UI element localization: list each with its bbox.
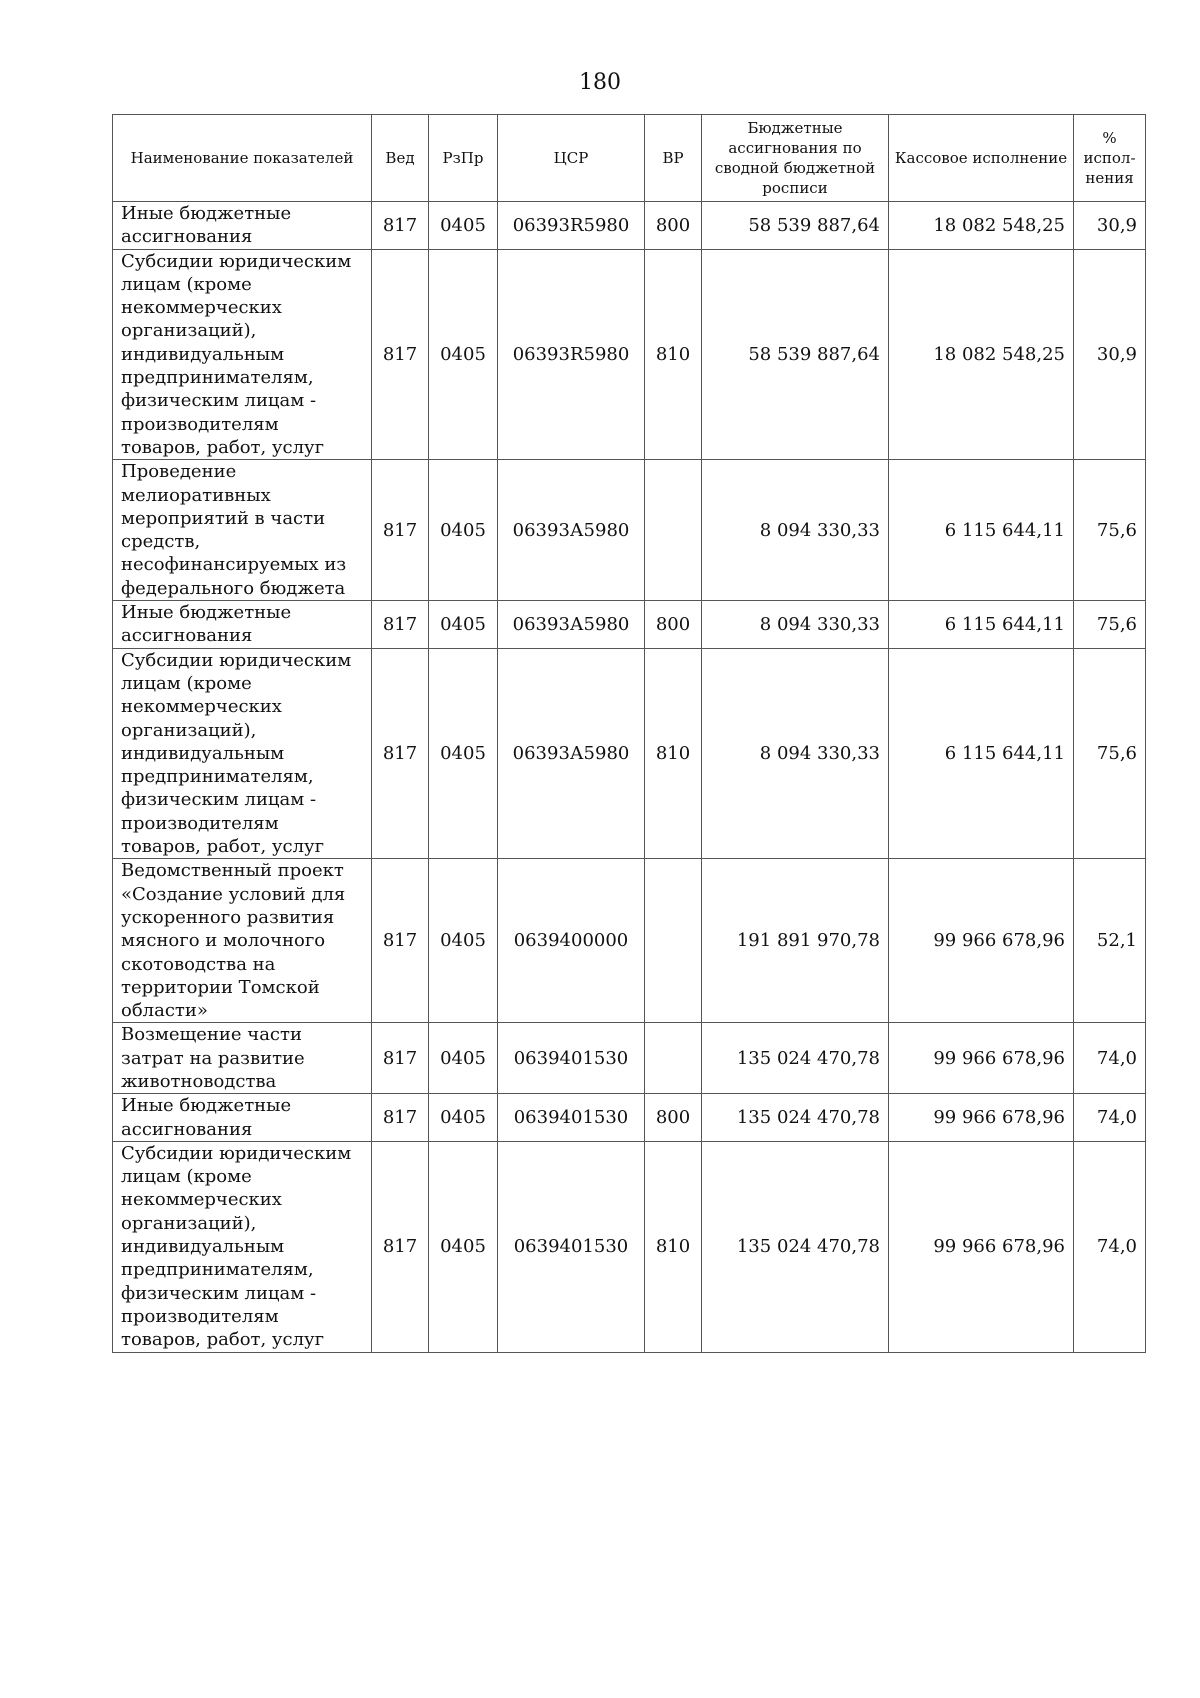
cell-name: Ведомственный проект «Создание условий для ускоренного развития мясного и молочного скотоводства на территории Томской области» <box>113 859 372 1023</box>
cell-budget: 135 024 470,78 <box>702 1141 889 1352</box>
cell-budget: 8 094 330,33 <box>702 601 889 649</box>
cell-name: Проведение мелиоративных мероприятий в части средств, несофинансируемых из федерального бюджета <box>113 460 372 601</box>
cell-rzpr: 0405 <box>429 1094 498 1142</box>
col-header-csr: ЦСР <box>498 115 645 202</box>
cell-csr: 06393R5980 <box>498 202 645 250</box>
cell-ved: 817 <box>372 249 429 460</box>
cell-pct: 52,1 <box>1074 859 1146 1023</box>
cell-name: Иные бюджетные ассигнования <box>113 202 372 250</box>
budget-table <box>112 114 1146 1353</box>
table-row <box>113 460 1146 601</box>
cell-vr: 810 <box>645 648 702 859</box>
table-header-row <box>113 115 1146 202</box>
table-row <box>113 202 1146 250</box>
table-row <box>113 1094 1146 1142</box>
cell-vr: 810 <box>645 249 702 460</box>
cell-cash: 18 082 548,25 <box>889 202 1074 250</box>
cell-ved: 817 <box>372 1094 429 1142</box>
cell-pct: 74,0 <box>1074 1094 1146 1142</box>
cell-name: Субсидии юридическим лицам (кроме некоммерческих организаций), индивидуальным предпринимателям, физическим лицам - производителям товаров, работ, услуг <box>113 249 372 460</box>
cell-vr: 800 <box>645 1094 702 1142</box>
cell-rzpr: 0405 <box>429 859 498 1023</box>
cell-vr: 800 <box>645 202 702 250</box>
cell-budget: 135 024 470,78 <box>702 1023 889 1094</box>
cell-csr: 06393А5980 <box>498 648 645 859</box>
cell-csr: 06393А5980 <box>498 601 645 649</box>
cell-vr <box>645 859 702 1023</box>
cell-pct: 74,0 <box>1074 1141 1146 1352</box>
cell-pct: 75,6 <box>1074 601 1146 649</box>
cell-rzpr: 0405 <box>429 249 498 460</box>
cell-name: Иные бюджетные ассигнования <box>113 601 372 649</box>
cell-vr <box>645 460 702 601</box>
cell-budget: 58 539 887,64 <box>702 202 889 250</box>
cell-name: Иные бюджетные ассигнования <box>113 1094 372 1142</box>
cell-ved: 817 <box>372 460 429 601</box>
cell-name: Субсидии юридическим лицам (кроме некоммерческих организаций), индивидуальным предпринимателям, физическим лицам - производителям товаров, работ, услуг <box>113 1141 372 1352</box>
table-row <box>113 601 1146 649</box>
cell-cash: 6 115 644,11 <box>889 648 1074 859</box>
cell-cash: 99 966 678,96 <box>889 1094 1074 1142</box>
cell-budget: 8 094 330,33 <box>702 648 889 859</box>
cell-pct: 75,6 <box>1074 648 1146 859</box>
cell-name: Возмещение части затрат на развитие животноводства <box>113 1023 372 1094</box>
table-row <box>113 648 1146 859</box>
cell-rzpr: 0405 <box>429 1023 498 1094</box>
table-row <box>113 859 1146 1023</box>
col-header-ved: Вед <box>372 115 429 202</box>
cell-cash: 99 966 678,96 <box>889 1023 1074 1094</box>
cell-ved: 817 <box>372 1141 429 1352</box>
cell-cash: 6 115 644,11 <box>889 460 1074 601</box>
table-row <box>113 249 1146 460</box>
cell-vr: 810 <box>645 1141 702 1352</box>
cell-budget: 191 891 970,78 <box>702 859 889 1023</box>
cell-cash: 18 082 548,25 <box>889 249 1074 460</box>
cell-csr: 06393А5980 <box>498 460 645 601</box>
cell-csr: 06393R5980 <box>498 249 645 460</box>
table-row <box>113 1023 1146 1094</box>
cell-name: Субсидии юридическим лицам (кроме некоммерческих организаций), индивидуальным предпринимателям, физическим лицам - производителям товаров, работ, услуг <box>113 648 372 859</box>
cell-cash: 99 966 678,96 <box>889 859 1074 1023</box>
cell-budget: 8 094 330,33 <box>702 460 889 601</box>
cell-pct: 30,9 <box>1074 202 1146 250</box>
cell-rzpr: 0405 <box>429 601 498 649</box>
cell-budget: 135 024 470,78 <box>702 1094 889 1142</box>
cell-rzpr: 0405 <box>429 202 498 250</box>
cell-csr: 0639401530 <box>498 1094 645 1142</box>
cell-ved: 817 <box>372 202 429 250</box>
cell-rzpr: 0405 <box>429 1141 498 1352</box>
cell-ved: 817 <box>372 859 429 1023</box>
cell-vr <box>645 1023 702 1094</box>
cell-rzpr: 0405 <box>429 648 498 859</box>
col-header-vr: ВР <box>645 115 702 202</box>
cell-cash: 6 115 644,11 <box>889 601 1074 649</box>
cell-csr: 0639401530 <box>498 1141 645 1352</box>
col-header-budget: Бюджетные ассигнования по сводной бюджетной росписи <box>702 115 889 202</box>
col-header-rzpr: РзПр <box>429 115 498 202</box>
cell-csr: 0639401530 <box>498 1023 645 1094</box>
col-header-pct: % испол-нения <box>1074 115 1146 202</box>
table-row <box>113 1141 1146 1352</box>
col-header-name: Наименование показателей <box>113 115 372 202</box>
cell-pct: 75,6 <box>1074 460 1146 601</box>
cell-budget: 58 539 887,64 <box>702 249 889 460</box>
cell-vr: 800 <box>645 601 702 649</box>
cell-ved: 817 <box>372 601 429 649</box>
cell-pct: 30,9 <box>1074 249 1146 460</box>
col-header-cash: Кассовое исполнение <box>889 115 1074 202</box>
cell-pct: 74,0 <box>1074 1023 1146 1094</box>
cell-ved: 817 <box>372 648 429 859</box>
cell-rzpr: 0405 <box>429 460 498 601</box>
cell-ved: 817 <box>372 1023 429 1094</box>
page-number: 180 <box>579 70 621 95</box>
cell-cash: 99 966 678,96 <box>889 1141 1074 1352</box>
cell-csr: 0639400000 <box>498 859 645 1023</box>
